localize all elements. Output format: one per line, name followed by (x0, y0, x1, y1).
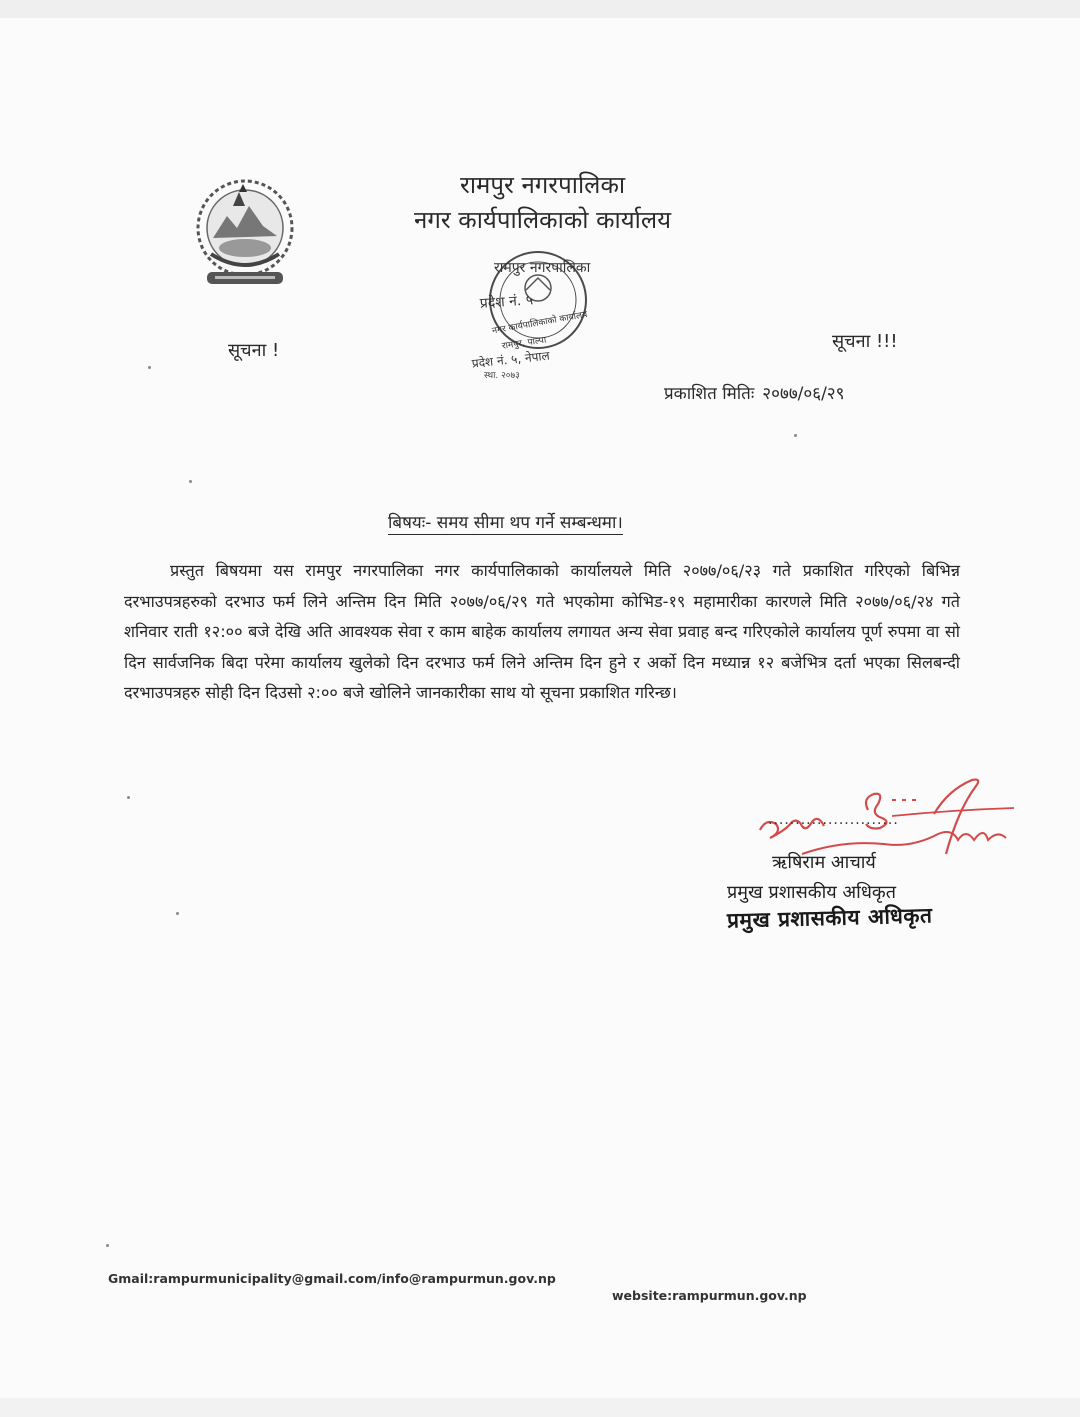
stamp-text-2: प्रदेश नं. ५ (479, 292, 534, 312)
scan-speck (176, 912, 179, 915)
signature-dotted-line: ........................ (768, 812, 899, 828)
document-page (0, 18, 1080, 1398)
signer-title: प्रमुख प्रशासकीय अधिकृत (727, 882, 896, 903)
stamp-text-1: रामपुर नगरपालिका (494, 260, 591, 276)
notice-label-right: सूचना !!! (832, 331, 898, 352)
subject-line: बिषयः- समय सीमा थप गर्ने सम्बन्धमा। (388, 510, 623, 535)
published-date-line (664, 381, 844, 404)
notice-body-paragraph: प्रस्तुत बिषयमा यस रामपुर नगरपालिका नगर कार्यपालिकाको कार्यालयले मिति २०७७/०६/२३ गते प्रकाशित गरिएको बिभिन्न दरभाउपत्रहरुको दरभाउ फर्म लिने अन्तिम दिन मिति २०७७/०६/२९ गते भएकोमा कोभिड-१९ महामारीका कारणले मिति २०७७/०६/२४ गते शनिवार राती १२:०० बजे देखि अति आवश्यक सेवा र काम बाहेक कार्यालय लगायत अन्य सेवा प्रवाह बन्द गरिएकोले कार्यालय पूर्ण रुपमा वा सो दिन सार्वजनिक बिदा परेमा कार्यालय खुलेको दिन दरभाउ फर्म लिने अन्तिम दिन हुने र अर्को दिन मध्यान्न १२ बजेभित्र दर्ता भएका सिलबन्दी दरभाउपत्रहरु सोही दिन दिउसो २:०० बजे खोलिने जानकारीका साथ यो सूचना प्रकाशित गरिन्छ। (124, 561, 960, 703)
signer-name: ऋषिराम आचार्य (772, 852, 876, 873)
scan-bottom-margin (0, 1398, 1080, 1417)
published-date-value: २०७७/०६/२९ (762, 384, 845, 404)
stamp-text-6: स्था. २०७३ (484, 371, 520, 380)
office-seal-stamp (466, 240, 616, 380)
footer-email: Gmail:rampurmunicipality@gmail.com/info@rampurmun.gov.np (108, 1271, 556, 1286)
scan-speck (127, 796, 130, 799)
office-name: नगर कार्यपालिकाको कार्यालय (414, 206, 672, 234)
stamp-text-4: रामपुर, पाल्पा (501, 335, 547, 352)
footer-website: website:rampurmun.gov.np (612, 1288, 807, 1303)
signer-title-stamp: प्रमुख प्रशासकीय अधिकृत (726, 903, 933, 933)
scan-speck (106, 1244, 109, 1247)
municipality-name: रामपुर नगरपालिका (460, 171, 626, 199)
stamp-text-3: नगर कार्यपालिकाको कार्यालय (491, 310, 589, 337)
scan-speck (794, 434, 797, 437)
notice-label-left: सूचना ! (228, 340, 280, 361)
scan-speck (148, 366, 151, 369)
stamp-text-5: प्रदेश नं. ५, नेपाल (471, 348, 551, 371)
published-date-label: प्रकाशित मितिः (664, 384, 755, 404)
nepal-emblem-icon (193, 176, 297, 292)
scan-speck (189, 480, 192, 483)
